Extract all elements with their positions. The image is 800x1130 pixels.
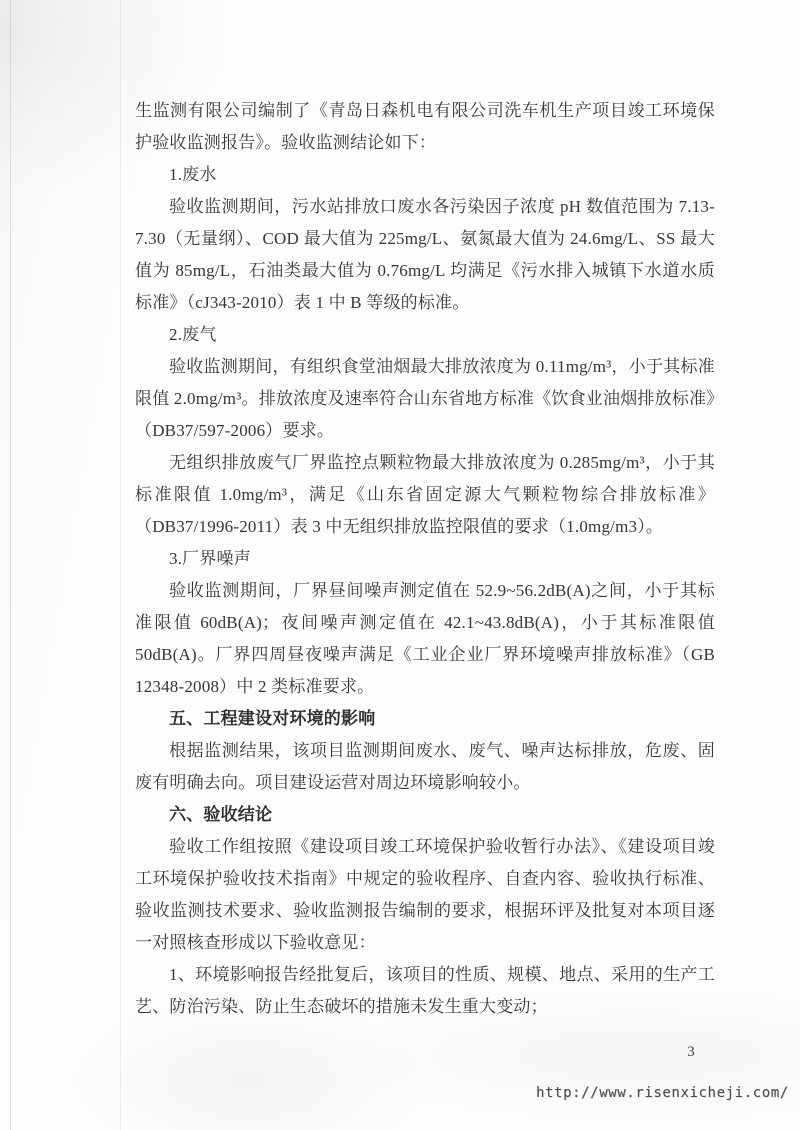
paragraph-organized-exhaust: 验收监测期间，有组织食堂油烟最大排放浓度为 0.11mg/m³，小于其标准限值 2.0mg/m³。排放浓度及速率符合山东省地方标准《饮食业油烟排放标准》（DB37/597-2006）要求。: [135, 357, 715, 440]
section-heading-acceptance-conclusion: 六、验收结论: [169, 805, 273, 824]
item-title-wastewater: 1.废水: [169, 165, 217, 184]
page-number: 3: [687, 1044, 695, 1060]
paragraph-wastewater: 验收监测期间，污水站排放口废水各污染因子浓度 pH 数值范围为 7.13-7.30（无量纲）、COD 最大值为 225mg/L、氨氮最大值为 24.6mg/L、SS 最大值为 85mg/L，石油类最大值为 0.76mg/L 均满足《污水排入城镇下水道水质标准》（cJ343-2010）表 1 中 B 等级的标准。: [135, 197, 715, 312]
watermark-url: http://www.risenxicheji.com/: [536, 1085, 789, 1101]
scan-fold-line: [120, 0, 121, 1130]
paragraph-noise: 验收监测期间，厂界昼间噪声测定值在 52.9~56.2dB(A)之间，小于其标准限值 60dB(A)；夜间噪声测定值在 42.1~43.8dB(A)，小于其标准限值 50dB(A)。厂界四周昼夜噪声满足《工业企业厂界环境噪声排放标准》（GB 12348-2008）中 2 类标准要求。: [135, 581, 715, 696]
document-body-text: [135, 95, 715, 1023]
paragraph-continuation: 生监测有限公司编制了《青岛日森机电有限公司洗车机生产项目竣工环境保护验收监测报告》。验收监测结论如下：: [135, 101, 715, 152]
item-title-boundary-noise: 3.厂界噪声: [169, 549, 251, 568]
paragraph-impact-summary: 根据监测结果，该项目监测期间废水、废气、噪声达标排放，危废、固废有明确去向。项目建设运营对周边环境影响较小。: [135, 741, 715, 792]
paragraph-unorganized-exhaust: 无组织排放废气厂界监控点颗粒物最大排放浓度为 0.285mg/m³，小于其标准限值 1.0mg/m³，满足《山东省固定源大气颗粒物综合排放标准》（DB37/1996-2011）表 3 中无组织排放监控限值的要求（1.0mg/m3）。: [135, 453, 715, 536]
item-title-exhaust-gas: 2.废气: [169, 325, 217, 344]
section-heading-environment-impact: 五、工程建设对环境的影响: [169, 709, 376, 728]
paragraph-acceptance-procedure: 验收工作组按照《建设项目竣工环境保护验收暂行办法》、《建设项目竣工环境保护验收技术指南》中规定的验收程序、自查内容、验收执行标准、验收监测技术要求、验收监测报告编制的要求，根据环评及批复对本项目逐一对照核查形成以下验收意见：: [135, 837, 715, 952]
paragraph-opinion-item-1: 1、环境影响报告经批复后，该项目的性质、规模、地点、采用的生产工艺、防治污染、防止生态破坏的措施未发生重大变动；: [135, 965, 715, 1016]
scan-edge-line: [10, 0, 11, 1130]
